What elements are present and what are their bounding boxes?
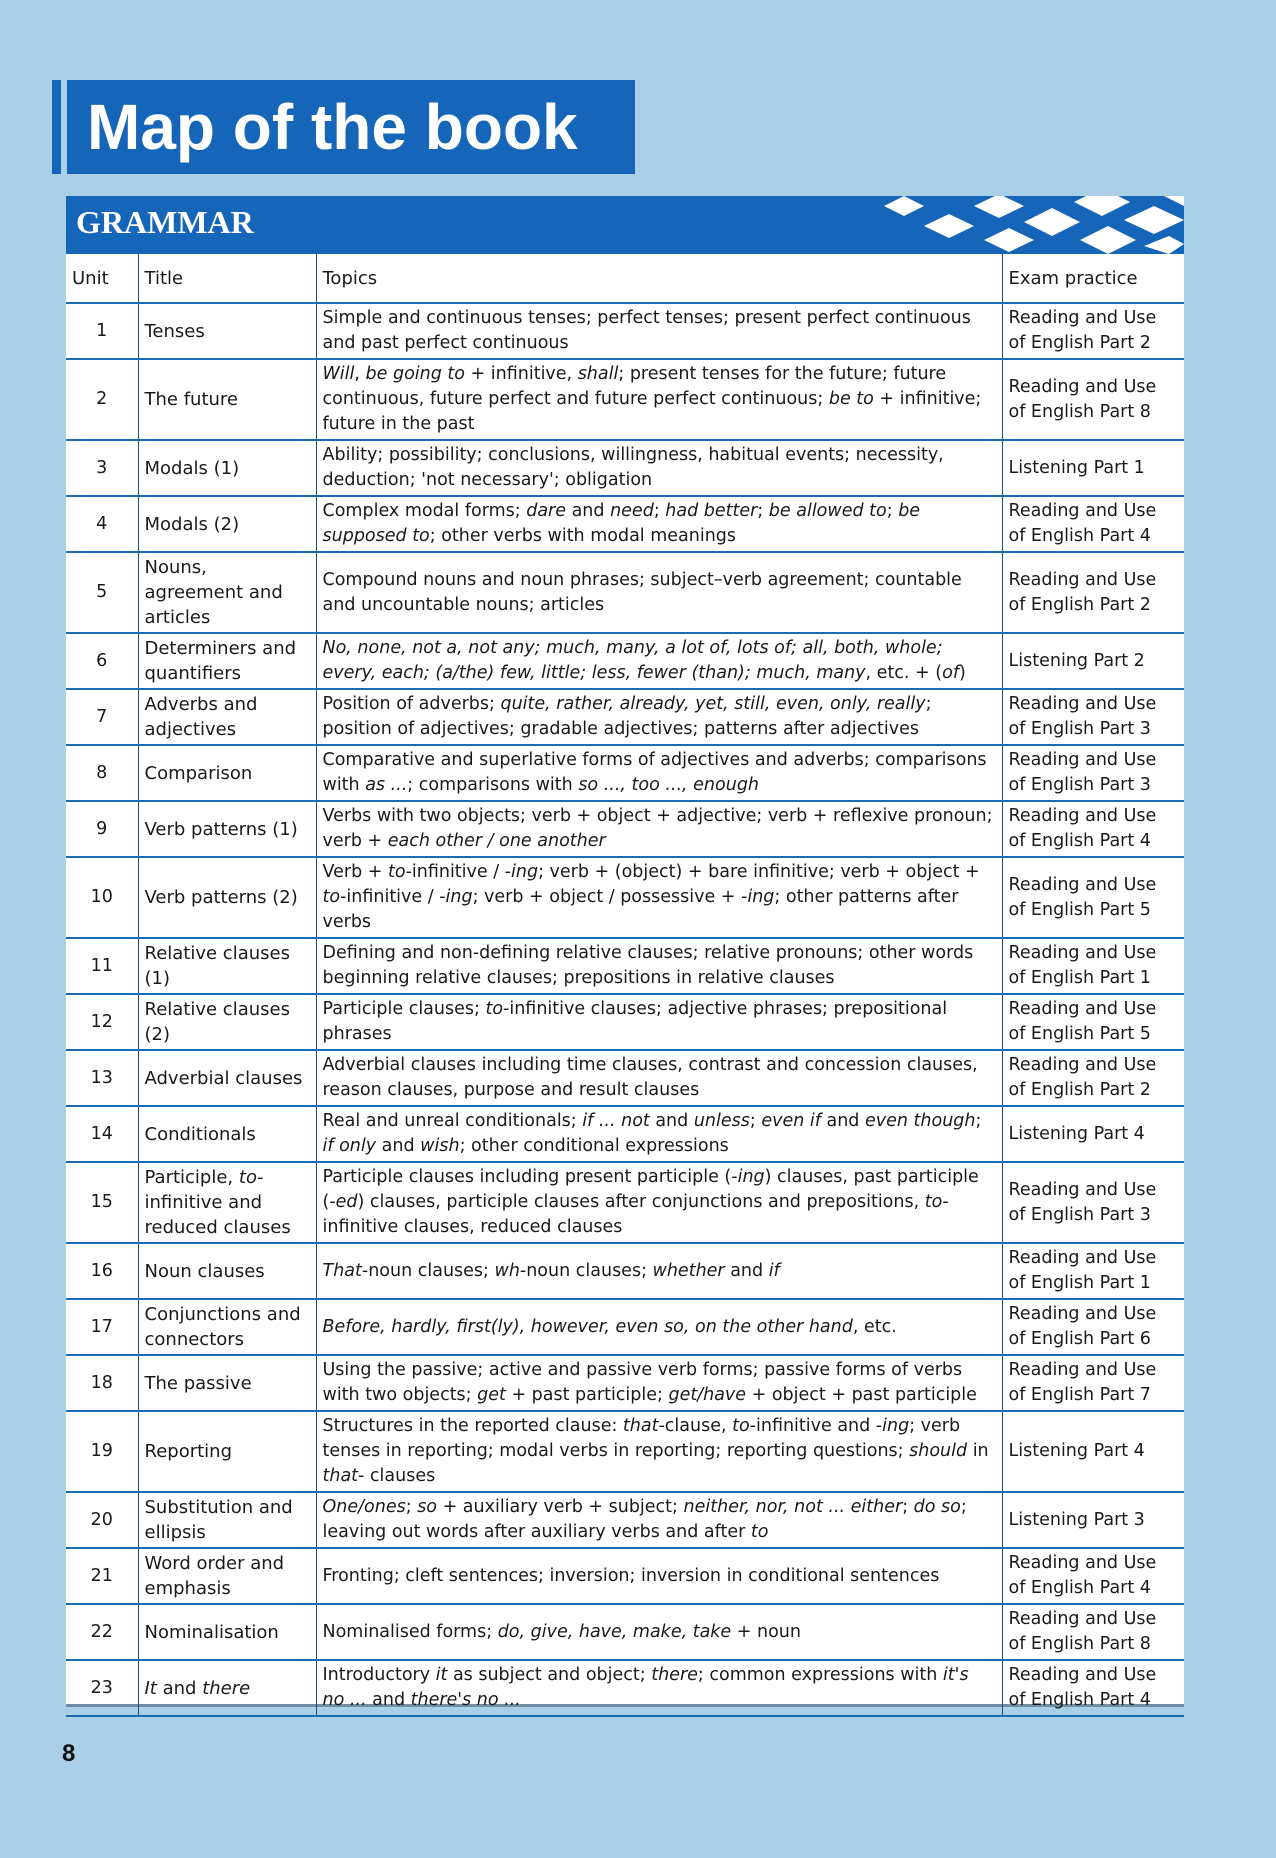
- table-row: [66, 857, 1184, 938]
- title-cell: Comparison: [138, 745, 316, 801]
- unit-cell: 5: [66, 552, 138, 633]
- exam-cell: Reading and Use of English Part 8: [1002, 1604, 1184, 1660]
- table-row: [66, 552, 1184, 633]
- unit-cell: 9: [66, 801, 138, 857]
- topics-cell: Comparative and superlative forms of adjectives and adverbs; comparisons with as ...; comparisons with so ..., too ..., enough: [316, 745, 1002, 801]
- topics-cell: Introductory it as subject and object; there; common expressions with it's no ... and there's no ...: [316, 1660, 1002, 1716]
- exam-cell: Reading and Use of English Part 4: [1002, 1548, 1184, 1604]
- exam-cell: Listening Part 4: [1002, 1106, 1184, 1162]
- unit-cell: 10: [66, 857, 138, 938]
- title-cell: Adverbial clauses: [138, 1050, 316, 1106]
- topics-cell: Real and unreal conditionals; if ... not and unless; even if and even though; if only and wish; other conditional expressions: [316, 1106, 1002, 1162]
- topics-cell: Will, be going to + infinitive, shall; present tenses for the future; future continuous, future perfect and future perfect continuous; be to + infinitive; future in the past: [316, 359, 1002, 440]
- topics-cell: Before, hardly, first(ly), however, even so, on the other hand, etc.: [316, 1299, 1002, 1355]
- table-header-row: [66, 254, 1184, 303]
- exam-cell: Reading and Use of English Part 1: [1002, 938, 1184, 994]
- table-row: [66, 359, 1184, 440]
- table-row: [66, 1660, 1184, 1716]
- header-stripe: [52, 80, 61, 174]
- unit-cell: 4: [66, 496, 138, 552]
- topics-cell: Position of adverbs; quite, rather, already, yet, still, even, only, really; position of adjectives; gradable adjectives; patterns after adjectives: [316, 689, 1002, 745]
- topics-cell: Ability; possibility; conclusions, willingness, habitual events; necessity, deduction; 'not necessary'; obligation: [316, 440, 1002, 496]
- title-cell: Nouns, agreement and articles: [138, 552, 316, 633]
- table-row: [66, 1299, 1184, 1355]
- unit-cell: 20: [66, 1492, 138, 1548]
- table-row: [66, 440, 1184, 496]
- table-row: [66, 1548, 1184, 1604]
- table-row: [66, 745, 1184, 801]
- title-cell: Modals (1): [138, 440, 316, 496]
- table-row: [66, 496, 1184, 552]
- table-row: [66, 689, 1184, 745]
- section-banner: [66, 196, 1184, 254]
- title-cell: Verb patterns (1): [138, 801, 316, 857]
- exam-cell: Listening Part 4: [1002, 1411, 1184, 1492]
- table-row: [66, 303, 1184, 359]
- unit-cell: 15: [66, 1162, 138, 1243]
- grammar-table: [66, 254, 1184, 1717]
- title-cell: Verb patterns (2): [138, 857, 316, 938]
- unit-cell: 11: [66, 938, 138, 994]
- section-title: GRAMMAR: [76, 204, 254, 240]
- column-header-unit: Unit: [66, 254, 138, 303]
- unit-cell: 19: [66, 1411, 138, 1492]
- unit-cell: 2: [66, 359, 138, 440]
- checker-pattern-decoration: [824, 196, 1184, 254]
- column-header-topics: Topics: [316, 254, 1002, 303]
- title-cell: Relative clauses (2): [138, 994, 316, 1050]
- unit-cell: 13: [66, 1050, 138, 1106]
- table-row: [66, 994, 1184, 1050]
- column-header-title: Title: [138, 254, 316, 303]
- table-row: [66, 938, 1184, 994]
- topics-cell: Participle clauses; to-infinitive clauses; adjective phrases; prepositional phrases: [316, 994, 1002, 1050]
- exam-cell: Reading and Use of English Part 2: [1002, 1050, 1184, 1106]
- title-cell: Substitution and ellipsis: [138, 1492, 316, 1548]
- column-header-exam: Exam practice: [1002, 254, 1184, 303]
- page-title: Map of the book: [67, 80, 635, 174]
- exam-cell: Listening Part 3: [1002, 1492, 1184, 1548]
- topics-cell: No, none, not a, not any; much, many, a lot of, lots of; all, both, whole; every, each; (a/the) few, little; less, fewer (than); much, many, etc. + (of): [316, 633, 1002, 689]
- exam-cell: Reading and Use of English Part 4: [1002, 496, 1184, 552]
- page-header: [52, 80, 635, 174]
- table-row: [66, 1050, 1184, 1106]
- table-row: [66, 801, 1184, 857]
- title-cell: The future: [138, 359, 316, 440]
- exam-cell: Reading and Use of English Part 4: [1002, 1660, 1184, 1716]
- grammar-panel: [66, 196, 1184, 1710]
- title-cell: Conjunctions and connectors: [138, 1299, 316, 1355]
- topics-cell: Participle clauses including present participle (-ing) clauses, past participle (-ed) clauses, participle clauses after conjunctions and prepositions, to-infinitive clauses, reduced clauses: [316, 1162, 1002, 1243]
- exam-cell: Reading and Use of English Part 2: [1002, 303, 1184, 359]
- title-cell: Nominalisation: [138, 1604, 316, 1660]
- unit-cell: 6: [66, 633, 138, 689]
- table-row: [66, 1243, 1184, 1299]
- topics-cell: One/ones; so + auxiliary verb + subject; neither, nor, not ... either; do so; leaving out words after auxiliary verbs and after to: [316, 1492, 1002, 1548]
- title-cell: Conditionals: [138, 1106, 316, 1162]
- exam-cell: Reading and Use of English Part 3: [1002, 689, 1184, 745]
- topics-cell: Nominalised forms; do, give, have, make, take + noun: [316, 1604, 1002, 1660]
- unit-cell: 17: [66, 1299, 138, 1355]
- topics-cell: Fronting; cleft sentences; inversion; inversion in conditional sentences: [316, 1548, 1002, 1604]
- exam-cell: Reading and Use of English Part 5: [1002, 857, 1184, 938]
- exam-cell: Reading and Use of English Part 5: [1002, 994, 1184, 1050]
- table-row: [66, 1604, 1184, 1660]
- exam-cell: Reading and Use of English Part 4: [1002, 801, 1184, 857]
- table-row: [66, 1411, 1184, 1492]
- table-row: [66, 1162, 1184, 1243]
- unit-cell: 12: [66, 994, 138, 1050]
- title-cell: Participle, to-infinitive and reduced clauses: [138, 1162, 316, 1243]
- exam-cell: Listening Part 2: [1002, 633, 1184, 689]
- unit-cell: 8: [66, 745, 138, 801]
- topics-cell: Compound nouns and noun phrases; subject–verb agreement; countable and uncountable nouns; articles: [316, 552, 1002, 633]
- title-cell: Reporting: [138, 1411, 316, 1492]
- topics-cell: Simple and continuous tenses; perfect tenses; present perfect continuous and past perfect continuous: [316, 303, 1002, 359]
- topics-cell: Structures in the reported clause: that-clause, to-infinitive and -ing; verb tenses in reporting; modal verbs in reporting; reporting questions; should in that- clauses: [316, 1411, 1002, 1492]
- unit-cell: 21: [66, 1548, 138, 1604]
- unit-cell: 16: [66, 1243, 138, 1299]
- unit-cell: 7: [66, 689, 138, 745]
- exam-cell: Reading and Use of English Part 3: [1002, 1162, 1184, 1243]
- exam-cell: Listening Part 1: [1002, 440, 1184, 496]
- page-number: 8: [62, 1740, 76, 1767]
- topics-cell: Using the passive; active and passive verb forms; passive forms of verbs with two objects; get + past participle; get/have + object + past participle: [316, 1355, 1002, 1411]
- unit-cell: 22: [66, 1604, 138, 1660]
- unit-cell: 3: [66, 440, 138, 496]
- unit-cell: 14: [66, 1106, 138, 1162]
- exam-cell: Reading and Use of English Part 6: [1002, 1299, 1184, 1355]
- topics-cell: Verb + to-infinitive / -ing; verb + (object) + bare infinitive; verb + object + to-infinitive / -ing; verb + object / possessive + -ing; other patterns after verbs: [316, 857, 1002, 938]
- unit-cell: 1: [66, 303, 138, 359]
- topics-cell: Defining and non-defining relative clauses; relative pronouns; other words beginning relative clauses; prepositions in relative clauses: [316, 938, 1002, 994]
- title-cell: It and there: [138, 1660, 316, 1716]
- title-cell: Adverbs and adjectives: [138, 689, 316, 745]
- topics-cell: That-noun clauses; wh-noun clauses; whether and if: [316, 1243, 1002, 1299]
- table-row: [66, 1492, 1184, 1548]
- exam-cell: Reading and Use of English Part 1: [1002, 1243, 1184, 1299]
- table-row: [66, 633, 1184, 689]
- title-cell: Word order and emphasis: [138, 1548, 316, 1604]
- title-cell: Relative clauses (1): [138, 938, 316, 994]
- title-cell: Noun clauses: [138, 1243, 316, 1299]
- topics-cell: Adverbial clauses including time clauses, contrast and concession clauses, reason clauses, purpose and result clauses: [316, 1050, 1002, 1106]
- exam-cell: Reading and Use of English Part 2: [1002, 552, 1184, 633]
- title-cell: Tenses: [138, 303, 316, 359]
- exam-cell: Reading and Use of English Part 8: [1002, 359, 1184, 440]
- unit-cell: 23: [66, 1660, 138, 1716]
- title-cell: Determiners and quantifiers: [138, 633, 316, 689]
- exam-cell: Reading and Use of English Part 7: [1002, 1355, 1184, 1411]
- unit-cell: 18: [66, 1355, 138, 1411]
- exam-cell: Reading and Use of English Part 3: [1002, 745, 1184, 801]
- topics-cell: Complex modal forms; dare and need; had better; be allowed to; be supposed to; other verbs with modal meanings: [316, 496, 1002, 552]
- topics-cell: Verbs with two objects; verb + object + adjective; verb + reflexive pronoun; verb + each other / one another: [316, 801, 1002, 857]
- table-row: [66, 1106, 1184, 1162]
- title-cell: Modals (2): [138, 496, 316, 552]
- table-row: [66, 1355, 1184, 1411]
- title-cell: The passive: [138, 1355, 316, 1411]
